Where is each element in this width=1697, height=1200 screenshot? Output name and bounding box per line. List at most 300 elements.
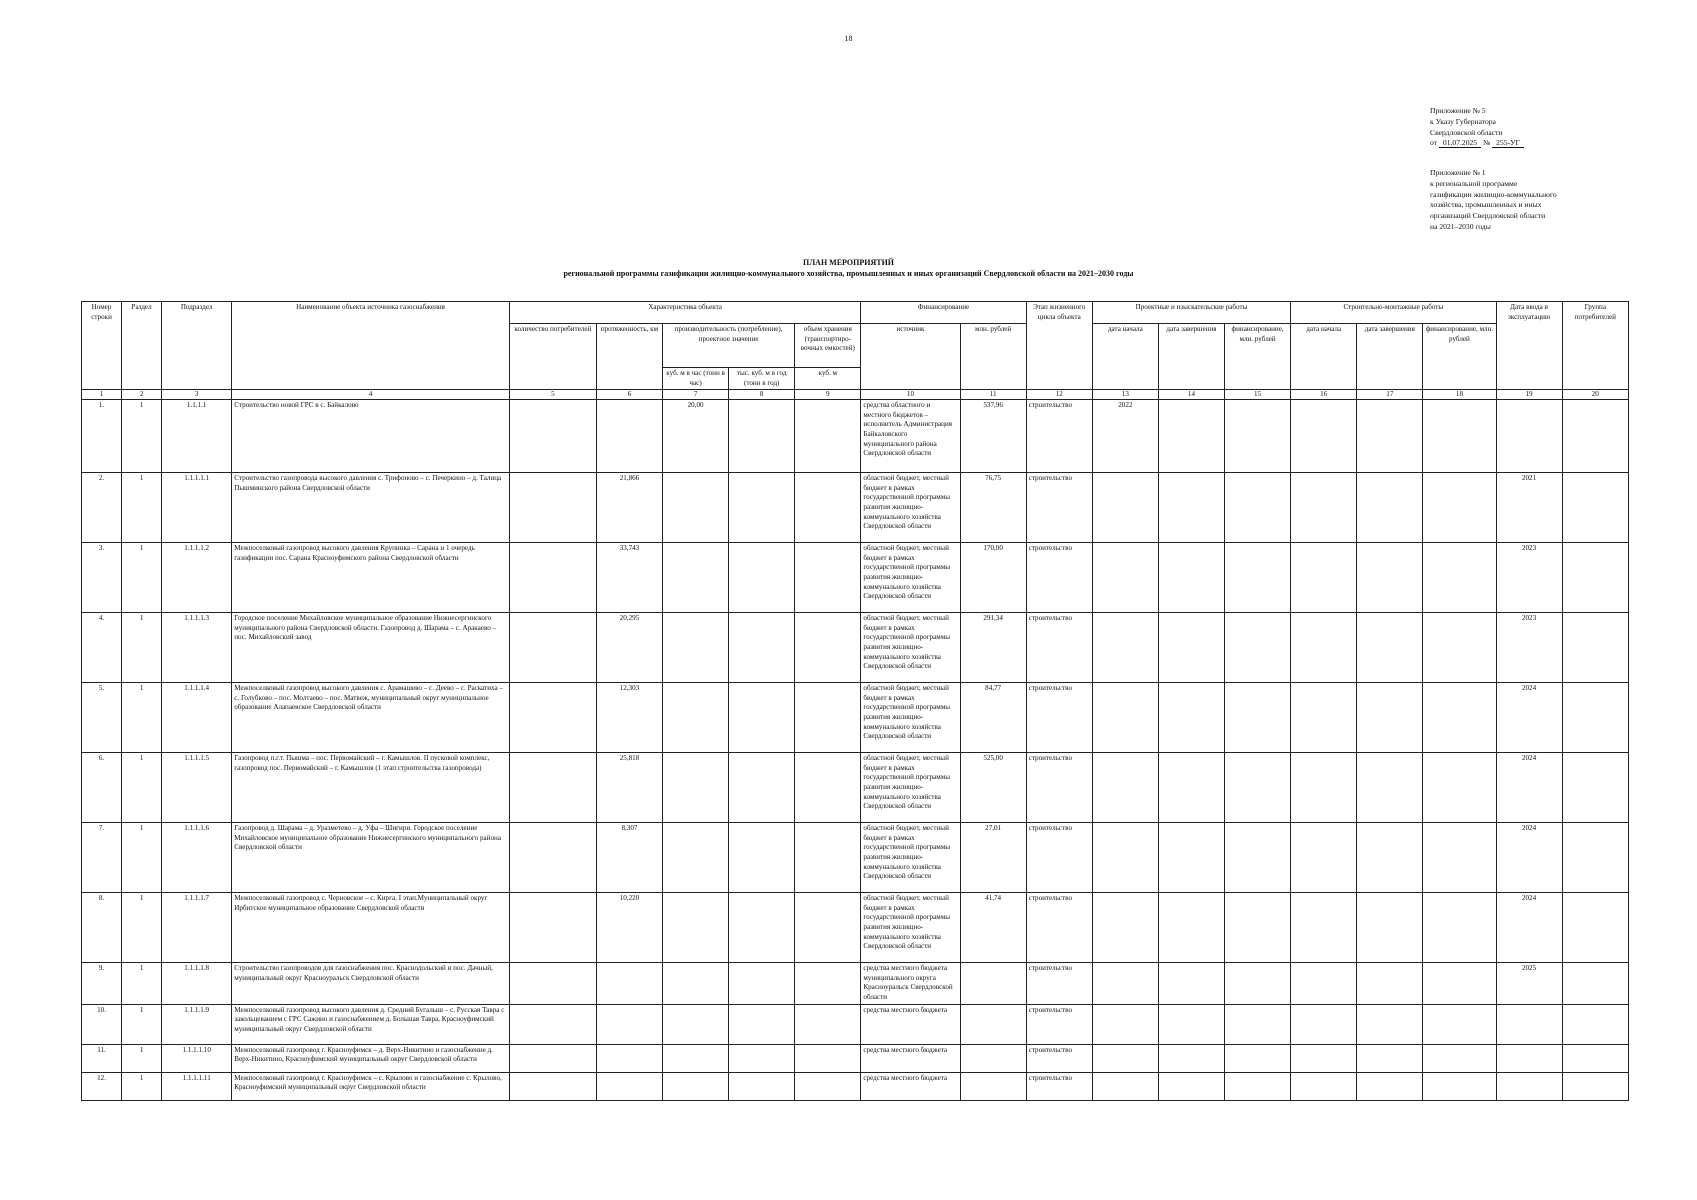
length-cell: 12,303 [596, 683, 662, 753]
row-number-cell: 1. [82, 400, 122, 473]
object-name-cell: Межпоселковый газопровод высокого давления д. Средний Бугалыш – с. Русская Тавра с закольцеванием с ГРС Сажино и газоснабжением д. Большая Тавра, Красноуфимский муниципальный округ Свердловской области [232, 1004, 510, 1044]
section-cell: 1 [122, 1004, 162, 1044]
subsection-cell: 1.1.1.1.10 [162, 1044, 232, 1072]
stage-cell: строительство [1026, 400, 1092, 473]
object-name-cell: Межпоселковый газопровод с. Черновское – с. Кирга. I этап.Муниципальный округ Ирбитское муниципальное образование Свердловской области [232, 893, 510, 963]
cubic-hour-cell: 20,00 [663, 400, 729, 473]
smr-financing-cell [1423, 823, 1496, 893]
pir-end-cell [1158, 1072, 1224, 1100]
smr-end-cell [1357, 823, 1423, 893]
pir-financing-cell [1225, 893, 1291, 963]
smr-start-cell [1291, 893, 1357, 963]
pir-financing-cell [1225, 613, 1291, 683]
header-smr-financing: финансирование, млн. рублей [1423, 324, 1496, 390]
consumer-group-cell [1562, 893, 1628, 963]
consumers-cell [509, 753, 596, 823]
column-number: 7 [663, 390, 729, 400]
source-cell: областной бюджет, местный бюджет в рамках государственной программы развития жилищно-коммунального хозяйства Свердловской области [861, 893, 960, 963]
header-cubic-m: куб. м [795, 368, 861, 390]
stage-cell: строительство [1026, 1004, 1092, 1044]
annex-program-line: к региональной программе [1430, 178, 1518, 188]
thousand-cubic-year-cell [729, 893, 795, 963]
mln-rub-cell [960, 963, 1026, 1004]
source-cell: областной бюджет, местный бюджет в рамках государственной программы развития жилищно-коммунального хозяйства Свердловской области [861, 753, 960, 823]
smr-end-cell [1357, 1004, 1423, 1044]
pir-financing-cell [1225, 753, 1291, 823]
length-cell [596, 1044, 662, 1072]
smr-start-cell [1291, 613, 1357, 683]
pir-financing-cell [1225, 400, 1291, 473]
header-characteristics: Характеристика объекта [509, 302, 861, 324]
mln-rub-cell [960, 1004, 1026, 1044]
smr-financing-cell [1423, 683, 1496, 753]
annex-program-line: газификации жилищно-коммунального [1430, 189, 1557, 199]
pir-financing-cell [1225, 473, 1291, 543]
cubic-hour-cell [663, 893, 729, 963]
thousand-cubic-year-cell [729, 1044, 795, 1072]
section-cell: 1 [122, 473, 162, 543]
smr-end-cell [1357, 1072, 1423, 1100]
section-cell: 1 [122, 963, 162, 1004]
consumers-cell [509, 963, 596, 1004]
header-design-survey: Проектные и изыскательские работы [1092, 302, 1290, 324]
object-name-cell: Газопровод д. Шарама – д. Уразметево – д. Уфа – Шигири. Городское поселение Михайловское муниципальное образование Нижнесергинского муниципального района Свердловской области [232, 823, 510, 893]
mln-rub-cell [960, 1044, 1026, 1072]
number-prefix: № [1483, 138, 1491, 148]
object-name-cell: Межпоселковый газопровод г. Красноуфимск – д. Верх-Никитино и газоснабжение д. Верх-Никитино, Красноуфимский муниципальный округ Свердловской области [232, 1044, 510, 1072]
smr-end-cell [1357, 753, 1423, 823]
storage-cell [795, 753, 861, 823]
smr-end-cell [1357, 543, 1423, 613]
annex-decree-line: Приложение № 5 [1430, 106, 1486, 115]
cubic-hour-cell [663, 613, 729, 683]
commissioning-cell: 2023 [1496, 543, 1562, 613]
cubic-hour-cell [663, 753, 729, 823]
length-cell: 20,295 [596, 613, 662, 683]
column-number: 16 [1291, 390, 1357, 400]
header-financing: Финансирование [861, 302, 1026, 324]
stage-cell: строительство [1026, 543, 1092, 613]
consumer-group-cell [1562, 1072, 1628, 1100]
section-cell: 1 [122, 1072, 162, 1100]
storage-cell [795, 543, 861, 613]
pir-end-cell [1158, 1004, 1224, 1044]
stage-cell: строительство [1026, 753, 1092, 823]
mln-rub-cell: 525,00 [960, 753, 1026, 823]
decree-date: 01.07.2025 [1439, 138, 1481, 148]
consumer-group-cell [1562, 543, 1628, 613]
header-length: протяженность, км [596, 324, 662, 390]
subsection-cell: 1.1.1.1.1 [162, 473, 232, 543]
section-cell: 1 [122, 893, 162, 963]
pir-end-cell [1158, 893, 1224, 963]
section-cell: 1 [122, 823, 162, 893]
subsection-cell: 1.1.1.1.9 [162, 1004, 232, 1044]
table-row [82, 1044, 1629, 1072]
stage-cell: строительство [1026, 683, 1092, 753]
table-row [82, 400, 1629, 473]
row-number-cell: 5. [82, 683, 122, 753]
header-pir-start: дата начала [1092, 324, 1158, 390]
annex-program-line: Приложение № 1 [1430, 168, 1486, 177]
smr-start-cell [1291, 683, 1357, 753]
pir-start-cell [1092, 823, 1158, 893]
column-number: 17 [1357, 390, 1423, 400]
section-cell: 1 [122, 613, 162, 683]
header-subsection: Подраздел [162, 302, 232, 390]
cubic-hour-cell [663, 473, 729, 543]
subsection-cell: 1.1.1.1.6 [162, 823, 232, 893]
object-name-cell: Строительство газопровода высокого давления с. Трифоново – с. Печеркино – д. Талица Пышминского района Свердловской области [232, 473, 510, 543]
column-number: 18 [1423, 390, 1496, 400]
header-consumer-group: Группа потребителей [1562, 302, 1628, 390]
column-number: 5 [509, 390, 596, 400]
row-number-cell: 12. [82, 1072, 122, 1100]
consumer-group-cell [1562, 1004, 1628, 1044]
table-row [82, 1004, 1629, 1044]
annex-program-line: на 2021–2030 годы [1430, 221, 1491, 231]
header-row-number: Номер строки [82, 302, 122, 390]
consumers-cell [509, 613, 596, 683]
source-cell: областной бюджет, местный бюджет в рамках государственной программы развития жилищно-коммунального хозяйства Свердловской области [861, 683, 960, 753]
smr-financing-cell [1423, 1044, 1496, 1072]
length-cell: 10,220 [596, 893, 662, 963]
consumers-cell [509, 400, 596, 473]
thousand-cubic-year-cell [729, 823, 795, 893]
length-cell [596, 1072, 662, 1100]
object-name-cell: Межпоселковый газопровод высокого давления Крупинка – Сарана и 1 очередь газификации пос. Сарана Красноуфимского района Свердловской области [232, 543, 510, 613]
smr-end-cell [1357, 613, 1423, 683]
mln-rub-cell [960, 1072, 1026, 1100]
table-row [82, 543, 1629, 613]
subsection-cell: 1.1.1.1 [162, 400, 232, 473]
table-row [82, 893, 1629, 963]
header-source: источник [861, 324, 960, 390]
header-thousand-cubic-year: тыс. куб. м в год (тонн в год) [729, 368, 795, 390]
header-smr-start: дата начала [1291, 324, 1357, 390]
length-cell [596, 1004, 662, 1044]
cubic-hour-cell [663, 1072, 729, 1100]
pir-end-cell [1158, 753, 1224, 823]
pir-start-cell [1092, 683, 1158, 753]
pir-start-cell [1092, 1004, 1158, 1044]
commissioning-cell [1496, 1044, 1562, 1072]
source-cell: областной бюджет, местный бюджет в рамках государственной программы развития жилищно-коммунального хозяйства Свердловской области [861, 543, 960, 613]
column-number: 10 [861, 390, 960, 400]
mln-rub-cell: 170,00 [960, 543, 1026, 613]
pir-financing-cell [1225, 543, 1291, 613]
commissioning-cell: 2024 [1496, 823, 1562, 893]
source-cell: областной бюджет, местный бюджет в рамках государственной программы развития жилищно-коммунального хозяйства Свердловской области [861, 613, 960, 683]
smr-financing-cell [1423, 613, 1496, 683]
plan-table-body [82, 390, 1629, 1100]
consumers-cell [509, 543, 596, 613]
commissioning-cell: 2025 [1496, 963, 1562, 1004]
pir-financing-cell [1225, 963, 1291, 1004]
smr-start-cell [1291, 1044, 1357, 1072]
pir-end-cell [1158, 683, 1224, 753]
smr-end-cell [1357, 683, 1423, 753]
cubic-hour-cell [663, 1004, 729, 1044]
object-name-cell: Межпоселковый газопровод г. Красноуфимск – с. Крылово и газоснабжение с. Крылово, Красноуфимский муниципальный округ Свердловской области [232, 1072, 510, 1100]
column-number: 11 [960, 390, 1026, 400]
column-number: 14 [1158, 390, 1224, 400]
cubic-hour-cell [663, 543, 729, 613]
section-cell: 1 [122, 683, 162, 753]
stage-cell: строительство [1026, 1072, 1092, 1100]
consumers-cell [509, 1072, 596, 1100]
object-name-cell: Газопровод п.г.т. Пышма – пос. Первомайский – г. Камышлов. II пусковой комплекс, газопровод пос. Первомайский – г. Камышлов (1 этап строительства газопровода) [232, 753, 510, 823]
consumer-group-cell [1562, 963, 1628, 1004]
header-construction: Строительно-монтажные работы [1291, 302, 1496, 324]
table-row [82, 613, 1629, 683]
commissioning-cell [1496, 1004, 1562, 1044]
column-number: 15 [1225, 390, 1291, 400]
row-number-cell: 10. [82, 1004, 122, 1044]
annex-decree-line: Свердловской области [1430, 127, 1503, 137]
mln-rub-cell: 84,77 [960, 683, 1026, 753]
cubic-hour-cell [663, 823, 729, 893]
column-number: 20 [1562, 390, 1628, 400]
pir-financing-cell [1225, 1072, 1291, 1100]
smr-end-cell [1357, 400, 1423, 473]
annex-decree-line: к Указу Губернатора [1430, 116, 1496, 126]
mln-rub-cell: 27,01 [960, 823, 1026, 893]
commissioning-cell: 2021 [1496, 473, 1562, 543]
decree-number: 255-УГ [1492, 138, 1524, 148]
subsection-cell: 1.1.1.1.4 [162, 683, 232, 753]
thousand-cubic-year-cell [729, 400, 795, 473]
smr-start-cell [1291, 1004, 1357, 1044]
cubic-hour-cell [663, 963, 729, 1004]
pir-start-cell [1092, 613, 1158, 683]
smr-start-cell [1291, 473, 1357, 543]
header-mln-rub: млн. рублей [960, 324, 1026, 390]
table-row [82, 753, 1629, 823]
stage-cell: строительство [1026, 613, 1092, 683]
source-cell: областной бюджет, местный бюджет в рамках государственной программы развития жилищно-коммунального хозяйства Свердловской области [861, 823, 960, 893]
consumer-group-cell [1562, 823, 1628, 893]
pir-financing-cell [1225, 683, 1291, 753]
thousand-cubic-year-cell [729, 543, 795, 613]
smr-start-cell [1291, 400, 1357, 473]
consumer-group-cell [1562, 1044, 1628, 1072]
pir-end-cell [1158, 613, 1224, 683]
row-number-cell: 11. [82, 1044, 122, 1072]
table-row [82, 683, 1629, 753]
stage-cell: строительство [1026, 963, 1092, 1004]
source-cell: областной бюджет, местный бюджет в рамках государственной программы развития жилищно-коммунального хозяйства Свердловской области [861, 473, 960, 543]
row-number-cell: 3. [82, 543, 122, 613]
subsection-cell: 1.1.1.1.8 [162, 963, 232, 1004]
title-main: ПЛАН МЕРОПРИЯТИЙ [802, 258, 895, 267]
stage-cell: строительство [1026, 893, 1092, 963]
cubic-hour-cell [663, 1044, 729, 1072]
storage-cell [795, 963, 861, 1004]
header-capacity: производительность (потребление), проектное значение [663, 324, 795, 368]
source-cell: средства местного бюджета [861, 1072, 960, 1100]
column-number: 2 [122, 390, 162, 400]
section-cell: 1 [122, 1044, 162, 1072]
column-number: 8 [729, 390, 795, 400]
object-name-cell: Строительство новой ГРС в с. Байкалово [232, 400, 510, 473]
pir-start-cell [1092, 473, 1158, 543]
header-smr-end: дата завершения [1357, 324, 1423, 390]
consumers-cell [509, 1004, 596, 1044]
thousand-cubic-year-cell [729, 1072, 795, 1100]
header-cubic-hour: куб. м в час (тонн в час) [663, 368, 729, 390]
consumers-cell [509, 823, 596, 893]
plan-table [81, 301, 1629, 1101]
pir-end-cell [1158, 823, 1224, 893]
title-sub: региональной программы газификации жилищно-коммунального хозяйства, промышленных и иных организаций Свердловской области на 2021–2030 годы [563, 268, 1134, 278]
thousand-cubic-year-cell [729, 1004, 795, 1044]
source-cell: средства областного и местного бюджетов – исполнитель Администрация Байкаловского муниципального района Свердловской области [861, 400, 960, 473]
header-section: Раздел [122, 302, 162, 390]
pir-end-cell [1158, 1044, 1224, 1072]
column-number-row [82, 390, 1629, 400]
storage-cell [795, 613, 861, 683]
length-cell: 8,307 [596, 823, 662, 893]
section-cell: 1 [122, 753, 162, 823]
header-pir-financing: финансирование, млн. рублей [1225, 324, 1291, 390]
smr-financing-cell [1423, 753, 1496, 823]
row-number-cell: 8. [82, 893, 122, 963]
annex-program-block [1430, 168, 1630, 233]
smr-financing-cell [1423, 543, 1496, 613]
smr-start-cell [1291, 823, 1357, 893]
pir-end-cell [1158, 543, 1224, 613]
object-name-cell: Межпоселковый газопровод высокого давления с. Арамашево – с. Деево – с. Раскатиха – с. Голубково – пос. Молтаево – пос. Матвеж, муниципальный округ муниципальное образование Алапаевское Свердловской области [232, 683, 510, 753]
subsection-cell: 1.1.1.1.2 [162, 543, 232, 613]
smr-end-cell [1357, 963, 1423, 1004]
page-number: 18 [844, 34, 853, 43]
storage-cell [795, 1044, 861, 1072]
subsection-cell: 1.1.1.1.7 [162, 893, 232, 963]
pir-start-cell [1092, 963, 1158, 1004]
row-number-cell: 9. [82, 963, 122, 1004]
smr-financing-cell [1423, 473, 1496, 543]
object-name-cell: Городское поселение Михайловское муниципальное образование Нижнесергинского муниципального района Свердловской области. Газопровод д. Шарама – с. Аракаево – пос. Михайловский завод [232, 613, 510, 683]
column-number: 3 [162, 390, 232, 400]
table-row [82, 473, 1629, 543]
source-cell: средства местного бюджета муниципального округа Красноуральск Свердловской области [861, 963, 960, 1004]
storage-cell [795, 683, 861, 753]
date-prefix: от [1430, 138, 1438, 148]
stage-cell: строительство [1026, 823, 1092, 893]
stage-cell: строительство [1026, 1044, 1092, 1072]
subsection-cell: 1.1.1.1.3 [162, 613, 232, 683]
cubic-hour-cell [663, 683, 729, 753]
commissioning-cell [1496, 400, 1562, 473]
storage-cell [795, 1072, 861, 1100]
consumers-cell [509, 1044, 596, 1072]
smr-start-cell [1291, 543, 1357, 613]
annex-program-line: организаций Свердловской области [1430, 211, 1546, 221]
thousand-cubic-year-cell [729, 473, 795, 543]
thousand-cubic-year-cell [729, 963, 795, 1004]
subsection-cell: 1.1.1.1.5 [162, 753, 232, 823]
pir-end-cell [1158, 963, 1224, 1004]
length-cell: 21,866 [596, 473, 662, 543]
pir-start-cell: 2022 [1092, 400, 1158, 473]
annex-decree-block [1430, 106, 1630, 149]
pir-start-cell [1092, 893, 1158, 963]
thousand-cubic-year-cell [729, 753, 795, 823]
smr-start-cell [1291, 963, 1357, 1004]
header-storage: объем хранения (транспортиро-вочных емкостей) [795, 324, 861, 368]
pir-end-cell [1158, 400, 1224, 473]
annex-program-line: хозяйства, промышленных и иных [1430, 200, 1542, 210]
pir-start-cell [1092, 753, 1158, 823]
column-number: 1 [82, 390, 122, 400]
pir-start-cell [1092, 1044, 1158, 1072]
length-cell [596, 400, 662, 473]
section-cell: 1 [122, 400, 162, 473]
consumers-cell [509, 473, 596, 543]
stage-cell: строительство [1026, 473, 1092, 543]
table-row [82, 963, 1629, 1004]
row-number-cell: 6. [82, 753, 122, 823]
header-commissioning-date: Дата ввода в эксплуатацию [1496, 302, 1562, 390]
pir-start-cell [1092, 1072, 1158, 1100]
consumers-cell [509, 683, 596, 753]
length-cell [596, 963, 662, 1004]
source-cell: средства местного бюджета [861, 1004, 960, 1044]
smr-financing-cell [1423, 400, 1496, 473]
smr-start-cell [1291, 753, 1357, 823]
length-cell: 25,818 [596, 753, 662, 823]
consumer-group-cell [1562, 613, 1628, 683]
smr-financing-cell [1423, 963, 1496, 1004]
table-row [82, 823, 1629, 893]
column-number: 13 [1092, 390, 1158, 400]
pir-financing-cell [1225, 1004, 1291, 1044]
smr-financing-cell [1423, 1072, 1496, 1100]
column-number: 4 [232, 390, 510, 400]
mln-rub-cell: 537,96 [960, 400, 1026, 473]
header-lifecycle-stage: Этап жизненного цикла объекта [1026, 302, 1092, 390]
table-row [82, 1072, 1629, 1100]
column-number: 12 [1026, 390, 1092, 400]
header-consumers-count: количество потребителей [509, 324, 596, 390]
consumer-group-cell [1562, 683, 1628, 753]
consumer-group-cell [1562, 753, 1628, 823]
subsection-cell: 1.1.1.1.11 [162, 1072, 232, 1100]
column-number: 19 [1496, 390, 1562, 400]
consumer-group-cell [1562, 473, 1628, 543]
storage-cell [795, 473, 861, 543]
pir-financing-cell [1225, 823, 1291, 893]
commissioning-cell: 2024 [1496, 683, 1562, 753]
smr-start-cell [1291, 1072, 1357, 1100]
source-cell: средства местного бюджета [861, 1044, 960, 1072]
smr-end-cell [1357, 1044, 1423, 1072]
consumer-group-cell [1562, 400, 1628, 473]
row-number-cell: 4. [82, 613, 122, 683]
consumers-cell [509, 893, 596, 963]
annex-decree-date-line [1430, 138, 1630, 149]
pir-financing-cell [1225, 1044, 1291, 1072]
header-pir-end: дата завершения [1158, 324, 1224, 390]
smr-financing-cell [1423, 1004, 1496, 1044]
storage-cell [795, 400, 861, 473]
length-cell: 33,743 [596, 543, 662, 613]
row-number-cell: 2. [82, 473, 122, 543]
pir-start-cell [1092, 543, 1158, 613]
storage-cell [795, 823, 861, 893]
smr-end-cell [1357, 893, 1423, 963]
